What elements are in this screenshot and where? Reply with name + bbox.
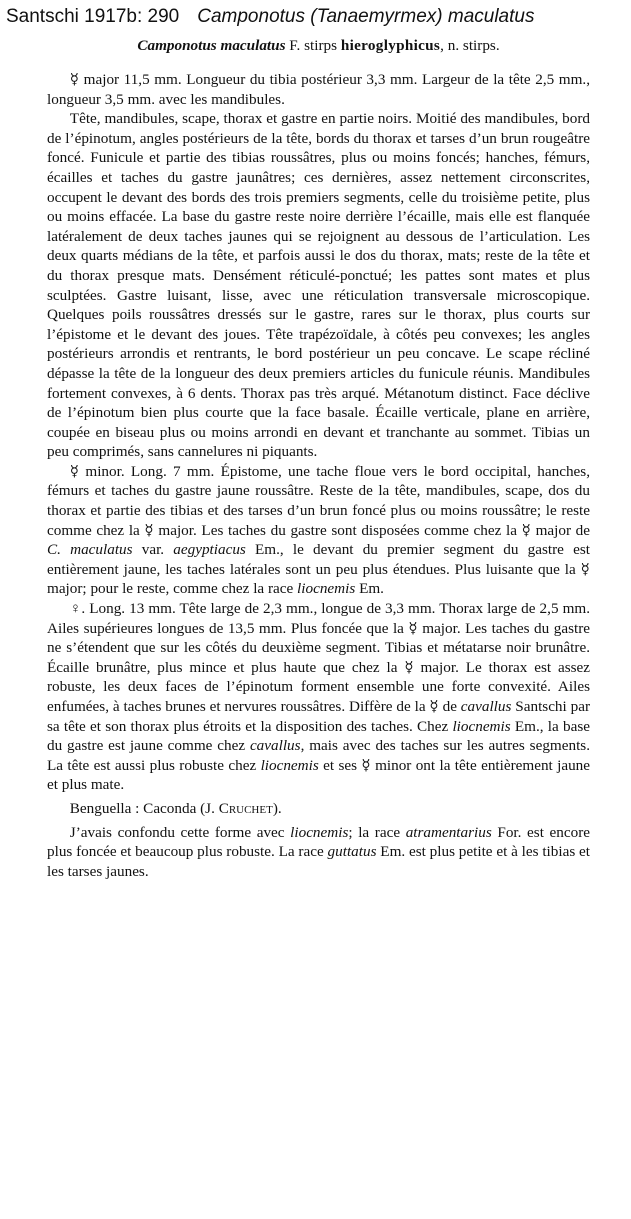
taxon-name: Camponotus (Tanaemyrmex) maculatus — [197, 6, 535, 27]
p3-text-g: Em. — [355, 580, 384, 598]
p5-text-c: ). — [272, 799, 282, 817]
p6-italic-guttatus: guttatus — [327, 843, 377, 861]
p6-italic-liocnemis: liocnemis — [290, 823, 349, 841]
article-body — [47, 36, 590, 885]
citation: Santschi 1917b: 290 — [6, 6, 180, 27]
p6-text-a: J’avais confondu cette forme avec — [69, 823, 291, 841]
collector-name: Cruchet — [218, 799, 273, 817]
p4-italic-cavallus-2: cavallus — [249, 737, 301, 755]
p3-text-e: Em., le devant du premier segment du gastre est entièrement jaune, les taches latérales sont un peu plus étendues. Plus luisante que la ☿ major; pour le reste, comme chez la race — [47, 541, 590, 598]
p6-italic-atramentarius: atramentarius — [405, 823, 492, 841]
paragraph-remarks — [47, 823, 590, 882]
p4-text-i: et ses ☿ minor ont la tête entièrement jaune et plus mate. — [47, 756, 591, 794]
p6-text-e: For. est encore plus foncée et beaucoup plus robuste. La race — [47, 823, 591, 861]
p4-italic-liocnemis: liocnemis — [452, 717, 511, 735]
p4-text-a: ♀. Long. 13 mm. Tête large de 2,3 mm., longue de 3,3 mm. Thorax large de 2,5 mm. Ailes supérieures longues de 13,5 mm. Plus foncée que la ☿ major. Les taches du gastre ne s’étendent que sur les côtés du deuxième segment. Tibias et métatarse noir brunâtre. Écaille brunâtre, plus mince et plus haute que chez la ☿ major. Le thorax est assez robuste, les deux faces de l’épinotum forment ensemble une forte convexité. Ailes enfumées, à taches brunes et nervures roussâtres. Diffère de la ☿ de — [47, 600, 590, 715]
p3-text-a: ☿ minor. Long. 7 mm. Épistome, une tache floue vers le bord occipital, hanches, fémurs et taches du gastre jaune roussâtre. Reste de la tête, mandibules, scape, dos du thorax et partie des tibias et des tarses d’un brun foncé plus ou moins roussâtre; le reste comme chez la ☿ major. Les taches du gastre sont disposées comme chez la ☿ major de — [47, 462, 590, 539]
p6-text-g: Em. est plus petite et à les tibias et les tarses jaunes. — [47, 843, 591, 880]
p4-text-c: Santschi par sa tête et son thorax plus étroits et la disposition des taches. Chez — [47, 698, 591, 735]
p4-italic-liocnemis-2: liocnemis — [260, 756, 319, 774]
paragraph-female — [47, 599, 590, 795]
paragraph-worker-major-measurements: ☿ major 11,5 mm. Longueur du tibia postérieur 3,3 mm. Largeur de la tête 2,5 mm., longueur 3,5 mm. avec les mandibules. — [47, 71, 590, 108]
section-title — [47, 36, 590, 56]
title-mid: F. stirps — [285, 37, 341, 54]
p3-italic-species: C. maculatus — [47, 541, 133, 559]
paragraph-worker-minor — [47, 462, 590, 599]
title-tail: , n. stirps. — [440, 37, 500, 54]
p3-text-c: var. — [132, 541, 174, 559]
p3-italic-variety: aegyptiacus — [173, 541, 246, 559]
p6-text-c: ; la race — [348, 823, 406, 841]
p4-text-e: Em., la base du gastre est jaune comme chez — [47, 717, 590, 755]
p4-text-g: , mais avec des taches sur les autres segments. La tête est aussi plus robuste chez — [47, 737, 590, 774]
page-header — [6, 4, 626, 30]
p4-italic-cavallus: cavallus — [460, 698, 512, 715]
paragraph-worker-major-description: Tête, mandibules, scape, thorax et gastre en partie noirs. Moitié des mandibules, bord de l’épinotum, angles postérieurs de la tête, bords du thorax et tarses d’un brun rougeâtre foncé. Funicule et partie des tibias roussâtres, plus ou moins foncés; hanches, fémurs, écailles et taches du gastre jaunâtres; ces dernières, assez nettement circonscrites, occupent le devant des bords des trois premiers segments, celle du troisième petite, plus ou moins effacée. La base du gastre reste noire derrière l’écaille, mais elle est flanquée latéralement de deux taches jaunes qui se rejoignent au dessous de l’articulation. Les deux quarts médians de la tête, et parfois aussi le dos du thorax, mats; reste de la tête et du thorax presque mats. Densément réticulé-ponctué; les pattes sont mates et plus sculptées. Gastre luisant, lisse, avec une réticulation transversale microscopique. Quelques poils roussâtres dressés sur le gastre, rares sur le thorax, plus courts sur l’épistome et le devant des joues. Tête trapézoïdale, à côtés peu convexes; les angles postérieurs arrondis et rentrants, le bord postérieur un peu concave. Le scape récliné dépasse la tête de la longueur des deux premiers articles du funicule réunis. Mandibules fortement convexes, à 6 dents. Thorax pas très arqué. Métanotum distinct. Face déclive de l’épinotum bien plus courte que la face basale. Écaille verticale, plane en arrière, coupée en biseau plus ou moins arrondi en devant et tranchante au sommet. Tibias un peu comprimés, sans cannelures ni piquants. — [47, 110, 590, 461]
paragraph-locality — [47, 799, 590, 819]
p3-italic-race: liocnemis — [297, 580, 356, 598]
title-stirps-name: hieroglyphicus — [340, 37, 441, 54]
title-genus: Camponotus maculatus — [137, 37, 286, 54]
p5-text-a: Benguella : Caconda (J. — [69, 799, 219, 817]
